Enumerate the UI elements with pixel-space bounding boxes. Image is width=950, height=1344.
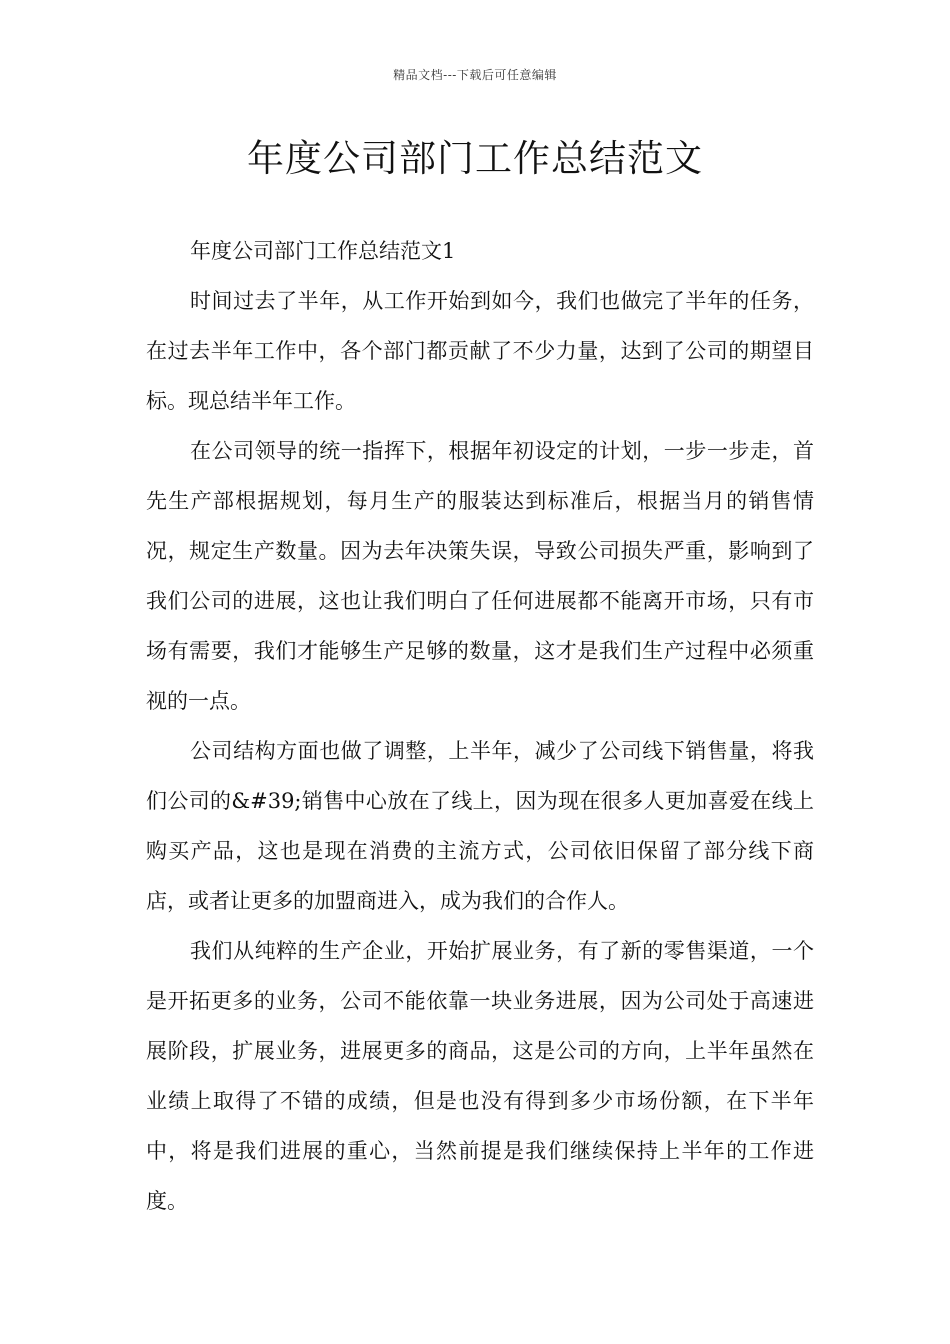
header-note: 精品文档---下载后可任意编辑 bbox=[393, 68, 557, 82]
document-body bbox=[146, 226, 814, 1226]
body-paragraph: 时间过去了半年，从工作开始到如今，我们也做完了半年的任务，在过去半年工作中，各个部门都贡献了不少力量，达到了公司的期望目标。现总结半年工作。 bbox=[146, 289, 814, 413]
subtitle-paragraph: 年度公司部门工作总结范文1 bbox=[190, 239, 456, 263]
document-title: 年度公司部门工作总结范文 bbox=[247, 137, 703, 180]
body-paragraph: 我们从纯粹的生产企业，开始扩展业务，有了新的零售渠道，一个是开拓更多的业务，公司不能依靠一块业务进展，因为公司处于高速进展阶段，扩展业务，进展更多的商品，这是公司的方向，上半年虽然在业绩上取得了不错的成绩，但是也没有得到多少市场份额，在下半年中，将是我们进展的重心，当然前提是我们继续保持上半年的工作进度。 bbox=[146, 939, 814, 1213]
body-paragraph: 公司结构方面也做了调整，上半年，减少了公司线下销售量，将我们公司的&#39;销售中心放在了线上，因为现在很多人更加喜爱在线上购买产品，这也是现在消费的主流方式，公司依旧保留了部分线下商店，或者让更多的加盟商进入，成为我们的合作人。 bbox=[146, 739, 814, 913]
body-paragraph: 在公司领导的统一指挥下，根据年初设定的计划，一步一步走，首先生产部根据规划，每月生产的服装达到标准后，根据当月的销售情况，规定生产数量。因为去年决策失误，导致公司损失严重，影响到了我们公司的进展，这也让我们明白了任何进展都不能离开市场，只有市场有需要，我们才能够生产足够的数量，这才是我们生产过程中必须重视的一点。 bbox=[146, 439, 814, 713]
